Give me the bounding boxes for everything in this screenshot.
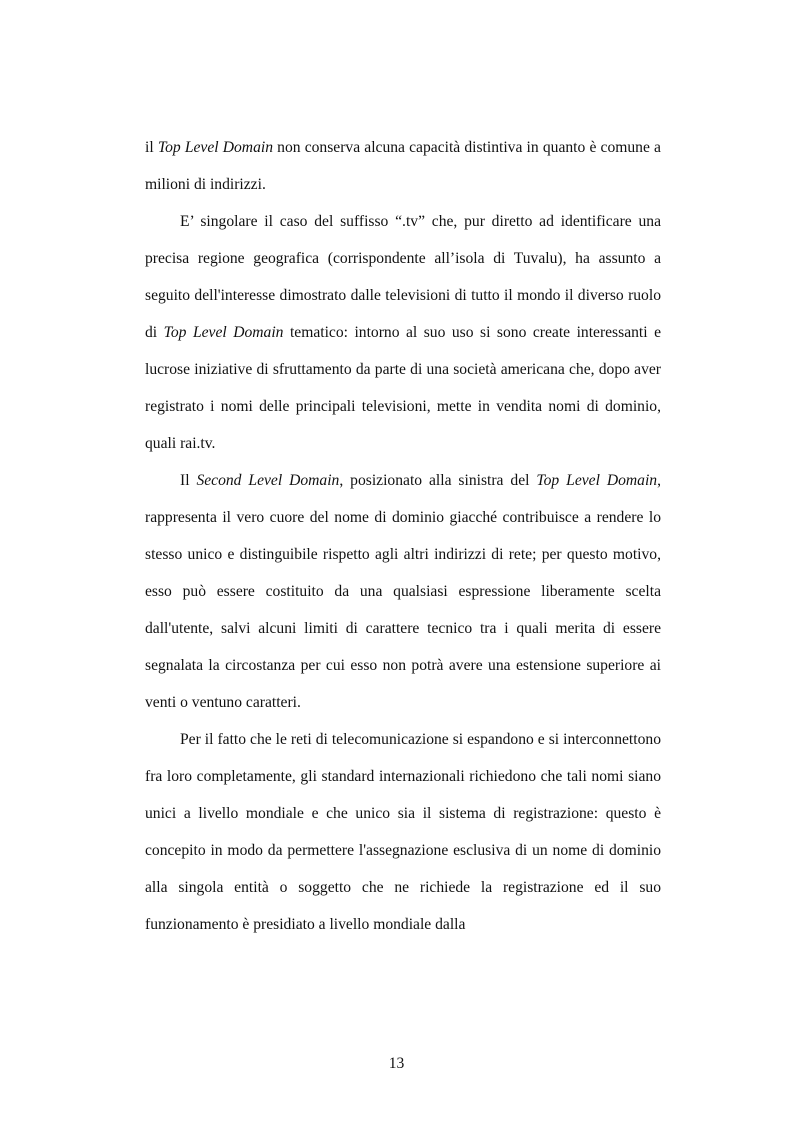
page-number: 13: [388, 1055, 405, 1072]
paragraph-1: [145, 129, 661, 203]
text-segment: tematico: intorno al suo uso si sono create interessanti e lucrose iniziative di sfruttamento da parte di una società americana che, dopo aver registrato i nomi delle principali televisioni, mette in vendita nomi di dominio, quali rai.tv.: [145, 324, 661, 452]
term-second-level-domain: Second Level Domain: [196, 472, 340, 489]
text-segment: il: [145, 139, 158, 156]
paragraph-3: [145, 462, 661, 721]
text-segment: non conserva alcuna capacità distintiva in quanto è comune a milioni di indirizzi.: [145, 139, 661, 193]
paragraph-4: [145, 721, 661, 943]
term-top-level-domain: Top Level Domain: [163, 324, 284, 341]
text-segment: , rappresenta il vero cuore del nome di dominio giacché contribuisce a rendere lo stesso unico e distinguibile rispetto agli altri indirizzi di rete; per questo motivo, esso può essere costituito da una qualsiasi espressione liberamente scelta dall'utente, salvi alcuni limiti di carattere tecnico tra i quali merita di essere segnalata la circostanza per cui esso non potrà avere una estensione superiore ai venti o ventuno caratteri.: [145, 472, 661, 711]
term-top-level-domain: Top Level Domain: [157, 139, 273, 156]
term-top-level-domain: Top Level Domain: [536, 472, 658, 489]
paragraph-2: [145, 203, 661, 462]
text-segment: , posizionato alla sinistra del: [339, 472, 537, 489]
text-segment: E’ singolare il caso del suffisso “.tv” che, pur diretto ad identificare una precisa regione geografica (corrispondente all’isola di Tuvalu), ha assunto a seguito dell'interesse dimostrato dalle televisioni di tutto il mondo il diverso ruolo di: [145, 213, 661, 341]
text-segment: Il: [180, 472, 197, 489]
body-text: [145, 129, 661, 943]
text-segment: Per il fatto che le reti di telecomunicazione si espandono e si interconnettono fra loro completamente, gli standard internazionali richiedono che tali nomi siano unici a livello mondiale e che unico sia il sistema di registrazione: questo è concepito in modo da permettere l'assegnazione esclusiva di un nome di dominio alla singola entità o soggetto che ne richiede la registrazione ed il suo funzionamento è presidiato a livello mondiale dalla: [145, 731, 661, 933]
